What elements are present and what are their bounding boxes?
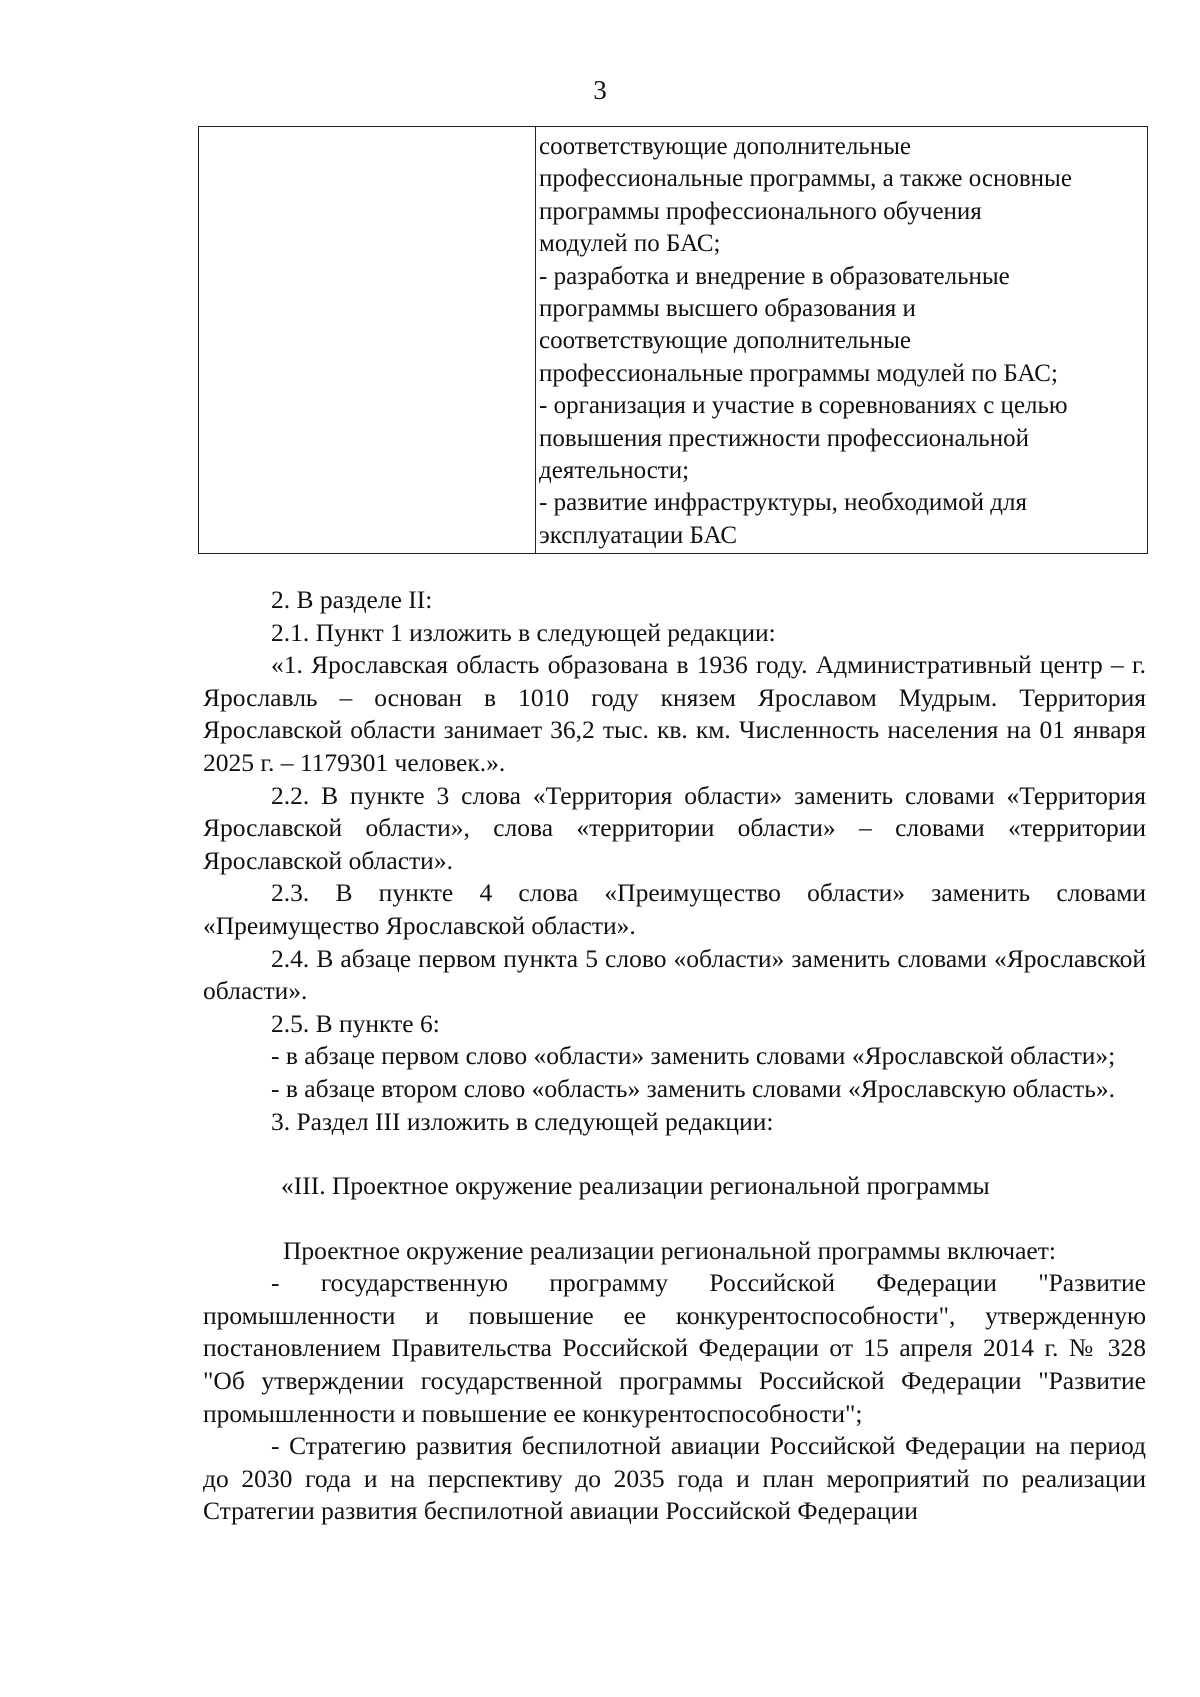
paragraph-quote-1: «1. Ярославская область образована в 1936 году. Административный центр – г. Ярославль – основан в 1010 году князем Ярославом Мудрым. Территория Ярославской области занимает 36,2 тыс. кв. км. Численность населения на 01 января 2025 г. – 1179301 человек.». (203, 650, 1146, 777)
paragraph-2-1: 2.1. Пункт 1 изложить в следующей редакции: (271, 617, 776, 647)
paragraph-2-3: 2.3. В пункте 4 слова «Преимущество области» заменить словами «Преимущество Ярославской области». (203, 878, 1146, 940)
table-cell-line: профессиональные программы, а также основные (539, 165, 1072, 193)
page-number: 3 (593, 75, 607, 105)
table-cell-line: - разработка и внедрение в образовательные (539, 262, 1010, 290)
table-cell-line: - развитие инфраструктуры, необходимой для (539, 489, 1027, 517)
paragraph-section-2: 2. В разделе II: (271, 585, 433, 614)
paragraph-strategy: - Стратегию развития беспилотной авиации Российской Федерации на период до 2030 года и на перспективу до 2035 года и план мероприятий по реализации Стратегии развития беспилотной авиации Российской Федерации (203, 1431, 1146, 1526)
paragraph-2-5-b: - в абзаце втором слово «область» заменить словами «Ярославскую область». (271, 1073, 1115, 1103)
paragraph-intro: Проектное окружение реализации региональной программы включает: (283, 1235, 1056, 1265)
table-cell-activities (536, 127, 1147, 553)
paragraph-2-2: 2.2. В пункте 3 слова «Территория области» заменить словами «Территория Ярославской области», слова «территории области» – словами «территории Ярославской области». (203, 780, 1146, 875)
spacer (203, 1138, 1146, 1170)
table-cell-line: программы профессионального обучения (539, 197, 982, 225)
table-cell-line: эксплуатации БАС (539, 521, 738, 549)
continuation-table (198, 126, 1148, 554)
paragraph-state-program: - государственную программу Российской Федерации "Развитие промышленности и повышение ее конкурентоспособности", утвержденную постановлением Правительства Российской Федерации от 15 апреля 2014 г. № 328 "Об утверждении государственной программы Российской Федерации "Развитие промышленности и повышение ее конкурентоспособности"; (203, 1268, 1146, 1428)
table-cell-line: деятельности; (539, 457, 690, 485)
table-cell-line: соответствующие дополнительные (539, 327, 911, 355)
section-heading: «III. Проектное окружение реализации региональной программы (281, 1171, 990, 1201)
document-body (203, 584, 1146, 1528)
spacer (203, 1203, 1146, 1235)
table-cell-line: - организация и участие в соревнованиях с целью (539, 392, 1068, 420)
table-cell-empty (199, 127, 536, 553)
table-cell-line: программы высшего образования и (539, 295, 916, 323)
paragraph-2-4: 2.4. В абзаце первом пункта 5 слово «области» заменить словами «Ярославской области». (203, 943, 1146, 1006)
paragraph-2-5-a: - в абзаце первом слово «области» заменить словами «Ярославской области»; (271, 1041, 1116, 1071)
paragraph-2-5: 2.5. В пункте 6: (271, 1008, 440, 1038)
table-cell-line: соответствующие дополнительные (539, 133, 911, 160)
paragraph-section-3: 3. Раздел III изложить в следующей редакции: (271, 1106, 774, 1136)
table-cell-line: повышения престижности профессиональной (539, 424, 1029, 452)
table-cell-line: модулей по БАС; (539, 230, 721, 258)
table-cell-line: профессиональные программы модулей по БАС; (539, 359, 1058, 387)
